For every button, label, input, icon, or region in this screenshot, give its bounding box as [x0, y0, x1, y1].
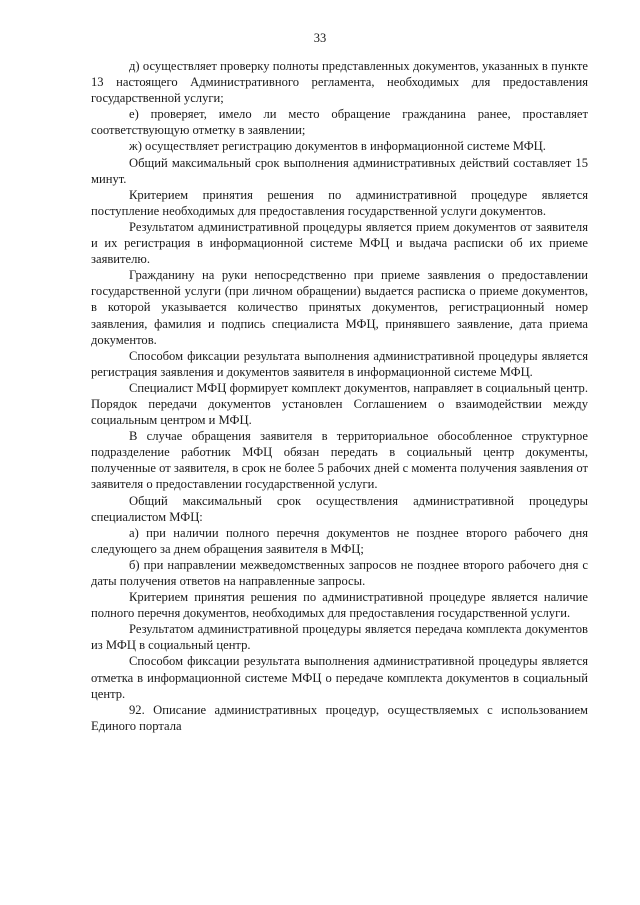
- page-number: 33: [313, 31, 327, 45]
- paragraph: Специалист МФЦ формирует комплект документов, направляет в социальный центр. Порядок передачи документов установлен Соглашением о взаимодействии между социальным центром и МФЦ.: [91, 380, 588, 428]
- paragraph: б) при направлении межведомственных запросов не позднее второго рабочего дня с даты получения ответов на направленные запросы.: [91, 557, 588, 588]
- paragraph: В случае обращения заявителя в территориальное обособленное структурное подразделение работник МФЦ обязан передать в социальный центр документы, полученные от заявителя, в срок не более 5 рабочих дней с момента получения заявления от заявителя о предоставлении государственной услуги.: [91, 429, 588, 492]
- paragraph: Общий максимальный срок осуществления административной процедуры специалистом МФЦ:: [91, 493, 588, 524]
- paragraph: а) при наличии полного перечня документов не позднее второго рабочего дня следующего за днем обращения заявителя в МФЦ;: [91, 525, 588, 556]
- paragraph: Результатом административной процедуры является прием документов от заявителя и их регистрация в информационной системе МФЦ и выдача расписки об их приеме заявителю.: [91, 219, 588, 267]
- paragraph: Общий максимальный срок выполнения административных действий составляет 15 минут.: [91, 155, 588, 186]
- paragraph: Гражданину на руки непосредственно при приеме заявления о предоставлении государственной услуги (при личном обращении) выдается расписка о приеме документов, в которой указывается количество принятых документов, регистрационный номер заявления, фамилия и подпись специалиста МФЦ, принявшего заявление, дата приема документов.: [91, 268, 588, 347]
- paragraph: Результатом административной процедуры является передача комплекта документов из МФЦ в социальный центр.: [91, 622, 588, 653]
- paragraph: Способом фиксации результата выполнения административной процедуры является регистрация заявления и документов заявителя в информационной системе МФЦ.: [91, 348, 588, 379]
- paragraph: 92. Описание административных процедур, осуществляемых с использованием Единого портала: [91, 702, 588, 733]
- body-text: [91, 58, 588, 734]
- paragraph: ж) осуществляет регистрацию документов в информационной системе МФЦ.: [129, 139, 546, 154]
- paragraph: Критерием принятия решения по административной процедуре является наличие полного перечня документов, необходимых для предоставления государственной услуги.: [91, 590, 588, 621]
- paragraph: Способом фиксации результата выполнения административной процедуры является отметка в информационной системе МФЦ о передаче комплекта документов в социальный центр.: [91, 654, 588, 701]
- paragraph: е) проверяет, имело ли место обращение гражданина ранее, проставляет соответствующую отметку в заявлении;: [91, 107, 588, 138]
- paragraph: д) осуществляет проверку полноты представленных документов, указанных в пункте 13 настоящего Административного регламента, необходимых для предоставления государственной услуги;: [91, 59, 588, 106]
- paragraph: Критерием принятия решения по административной процедуре является поступление необходимых для предоставления государственной услуги документов.: [91, 187, 588, 218]
